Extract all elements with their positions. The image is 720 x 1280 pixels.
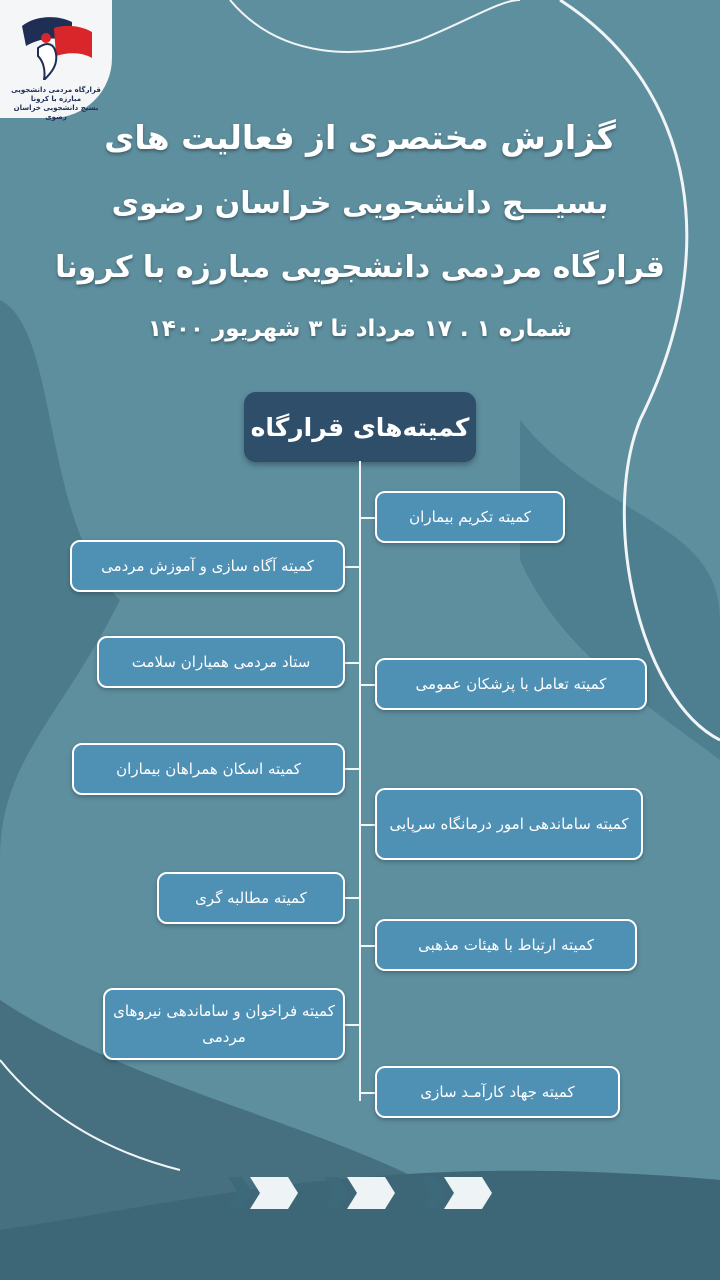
chart-header-box: کمیته‌های قرارگاه: [244, 392, 476, 462]
committee-box: کمیته ساماندهی امور درمانگاه سرپایی: [375, 788, 643, 860]
committee-box: کمیته ارتباط با هیئات مذهبی: [375, 919, 637, 971]
chevron-decoration-icon: [325, 1177, 395, 1209]
title-line-3: قرارگاه مردمی دانشجویی مبارزه با کرونا: [55, 250, 665, 285]
committee-box: کمیته تعامل با پزشکان عمومی: [375, 658, 647, 710]
committee-box: کمیته جهاد کارآمـد سازی: [375, 1066, 620, 1118]
committee-box: کمیته آگاه سازی و آموزش مردمی: [70, 540, 345, 592]
committee-box: کمیته اسکان همراهان بیماران: [72, 743, 345, 795]
committee-box: ستاد مردمی همیاران سلامت: [97, 636, 345, 688]
title-line-1: گزارش مختصری از فعالیت های: [104, 118, 616, 157]
logo-caption: [4, 86, 108, 122]
chevron-decoration-icon: [228, 1177, 298, 1209]
logo-emblem: [16, 8, 96, 80]
logo-caption-line2: بسیج دانشجویی خراسان رضوی: [13, 104, 99, 121]
logo-caption-line1: قرارگاه مردمی دانشجویی مبارزه با کرونا: [11, 86, 101, 103]
connector-left: [343, 897, 360, 899]
issue-date-line: شماره ۱ . ۱۷ مرداد تا ۳ شهریور ۱۴۰۰: [147, 316, 573, 342]
connector-left: [343, 662, 360, 664]
committee-box: کمیته مطالبه گری: [157, 872, 345, 924]
connector-left: [343, 566, 360, 568]
tree-trunk-line: [359, 461, 361, 1101]
title-line-2: بسیـــج دانشجویی خراسان رضوی: [111, 186, 609, 221]
connector-left: [343, 768, 360, 770]
committee-box: کمیته تکریم بیماران: [375, 491, 565, 543]
connector-left: [343, 1024, 360, 1026]
logo-badge: [0, 0, 112, 121]
chevron-decoration-icon: [422, 1177, 492, 1209]
committee-box: کمیته فراخوان و ساماندهی نیروهای مردمی: [103, 988, 345, 1060]
